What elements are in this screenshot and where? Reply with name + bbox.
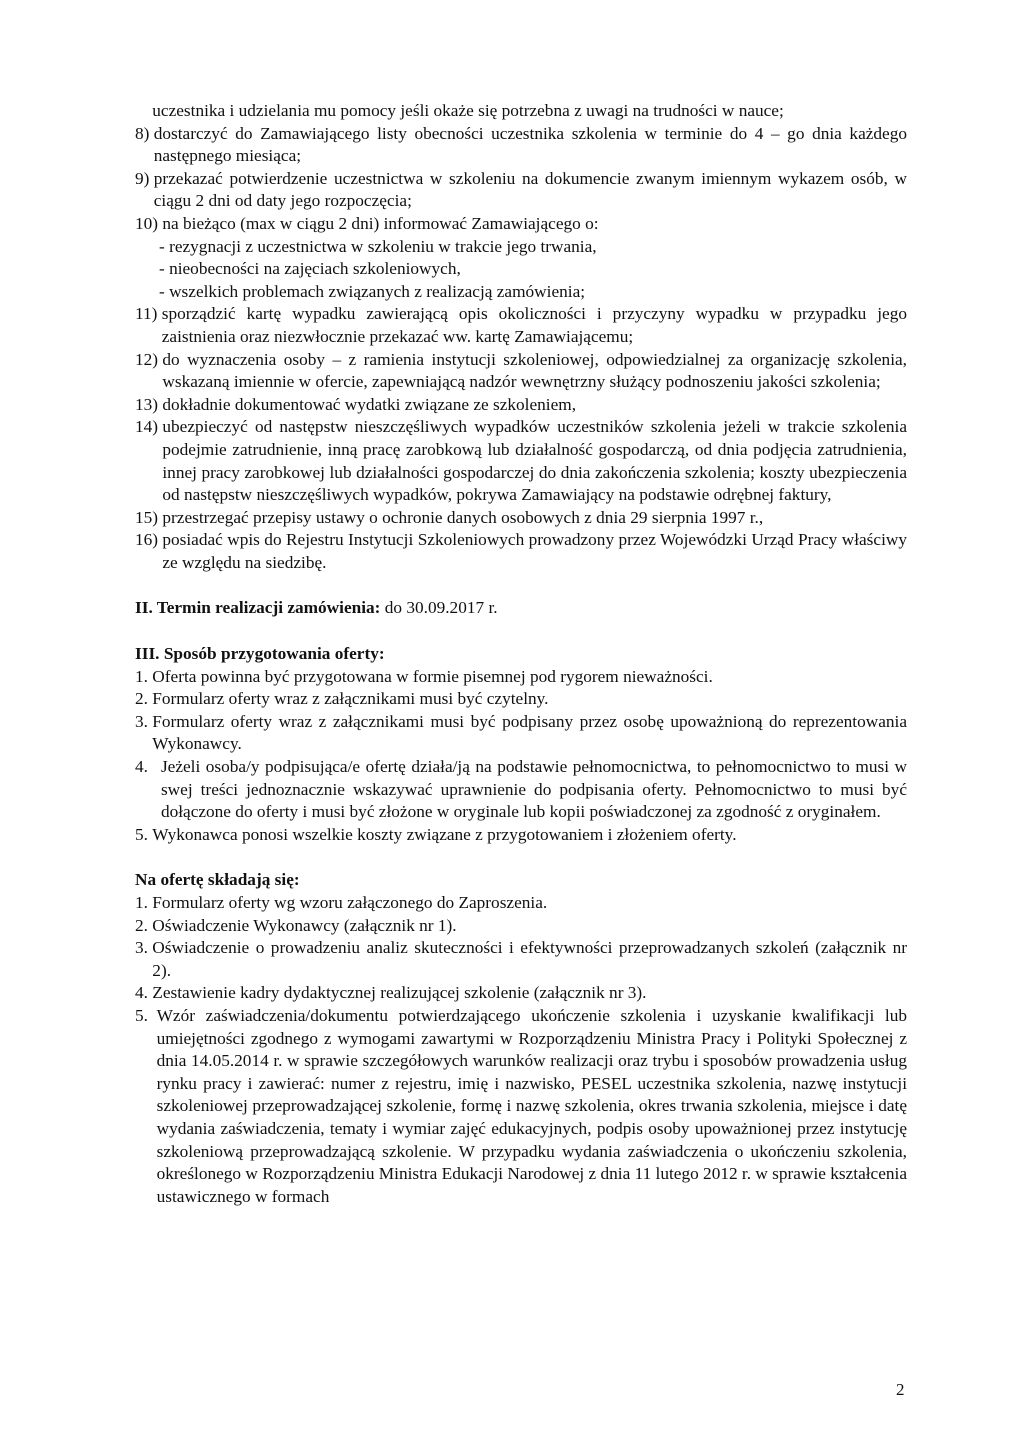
item-number: 2. [135, 689, 148, 709]
item-text: na bieżąco (max w ciągu 2 dni) informować Zamawiającego o: [162, 213, 599, 233]
offer-component-item [135, 915, 907, 938]
item-number: 5. [135, 824, 148, 844]
obligation-item-12 [135, 349, 907, 394]
item-text: do wyznaczenia osoby – z ramienia instytucji szkoleniowej, odpowiedzialnej za organizację szkolenia, wskazaną imiennie w ofercie, zapewniającą nadzór wewnętrzny służący podnoszeniu jakości szkolenia; [162, 349, 907, 392]
item-number: 3. [135, 711, 148, 731]
section-3-heading: III. Sposób przygotowania oferty: [135, 644, 385, 664]
item-number: 9) [135, 168, 150, 188]
offer-prep-item [135, 666, 907, 689]
item-text: sporządzić kartę wypadku zawierającą opis okoliczności i przyczyny wypadku w przypadku jego zaistnienia oraz niezwłocznie przekazać ww. kartę Zamawiającemu; [161, 304, 907, 346]
item-text: Jeżeli osoba/y podpisująca/e ofertę działa/ją na podstawie pełnomocnictwa, to pełnomocnictwo to musi w swej treści jednoznacznie wskazywać uprawnienie do podpisania oferty. Pełnomocnictwo to musi być dołączone do oferty i musi być złożone w oryginale lub kopii poświadczonej za zgodność z oryginałem. [160, 757, 907, 822]
item-number: 1. [135, 666, 148, 686]
item-text: przekazać potwierdzenie uczestnictwa w szkoleniu na dokumencie zwanym imiennym wykazem osób, w ciągu 2 dni od daty jego rozpoczęcia; [153, 168, 907, 211]
inform-sub-item: - rezygnacji z uczestnictwa w szkoleniu w trakcie jego trwania, [159, 236, 597, 256]
item-text: Oświadczenie o prowadzeniu analiz skuteczności i efektywności przeprowadzanych szkoleń (załącznik nr 2). [152, 938, 907, 980]
obligation-item-11 [135, 303, 907, 348]
item-text: Zestawienie kadry dydaktycznej realizującej szkolenie (załącznik nr 3). [152, 983, 647, 1003]
item-number: 13) [135, 394, 159, 414]
page-number: 2 [896, 1380, 905, 1399]
section-heading-value: do 30.09.2017 r. [384, 598, 498, 618]
intro-text: uczestnika i udzielania mu pomocy jeśli okaże się potrzebna z uwagi na trudności w nauce; [152, 101, 784, 120]
item-number: 4. [135, 757, 148, 777]
offer-component-item [135, 892, 907, 915]
item-number: 11) [135, 304, 158, 324]
inform-sub-item: - nieobecności na zajęciach szkoleniowych, [159, 259, 461, 279]
item-number: 14) [135, 417, 159, 437]
item-text: Oferta powinna być przygotowana w formie pisemnej pod rygorem nieważności. [152, 666, 713, 686]
obligation-item-8 [135, 123, 907, 168]
item-text: Wykonawca ponosi wszelkie koszty związane z przygotowaniem i złożeniem oferty. [152, 824, 737, 844]
item-number: 5. [135, 1005, 148, 1025]
offer-component-item [135, 1005, 907, 1208]
item-text: Formularz oferty wraz z załącznikami musi być czytelny. [152, 689, 549, 709]
item-text: przestrzegać przepisy ustawy o ochronie danych osobowych z dnia 29 sierpnia 1997 r., [162, 507, 764, 527]
item-text: Formularz oferty wg wzoru załączonego do Zaproszenia. [152, 893, 548, 912]
obligation-item-16 [135, 529, 907, 574]
offer-component-item [135, 937, 907, 982]
offer-component-item [135, 982, 907, 1005]
section-2-heading [135, 597, 907, 620]
item-number: 3. [135, 938, 148, 958]
item-number: 4. [135, 983, 148, 1003]
item-number: 8) [135, 123, 150, 143]
inform-sub-item: - wszelkich problemach związanych z realizacją zamówienia; [159, 281, 586, 301]
item-number: 16) [135, 530, 159, 550]
offer-prep-item [135, 824, 907, 847]
section-heading-label: II. Termin realizacji zamówienia: [135, 598, 381, 618]
item-number: 15) [135, 507, 159, 527]
item-text: ubezpieczyć od następstw nieszczęśliwych wypadków uczestników szkolenia jeżeli w trakcie szkolenia podejmie zatrudnienie, inną pracę zarobkową lub działalność gospodarczą, od dnia podjęcia zatrudnienia, innej pracy zarobkowej lub działalności gospodarczej do dnia zakończenia szkolenia; koszty ubezpieczenia od następstw nieszczęśliwych wypadków, pokrywa Zamawiający na podstawie odrębnej faktury, [162, 417, 907, 505]
continued-item [135, 100, 907, 123]
obligation-item-13 [135, 394, 907, 417]
obligation-item-9 [135, 168, 907, 213]
obligation-item-10 [135, 213, 907, 236]
document-page [135, 100, 907, 1208]
offer-prep-item [135, 688, 907, 711]
item-number: 1. [135, 893, 148, 912]
section-4-heading: Na ofertę składają się: [135, 870, 300, 890]
item-number: 10) [135, 213, 159, 233]
item-text: Formularz oferty wraz z załącznikami musi być podpisany przez osobę upoważnioną do reprezentowania Wykonawcy. [152, 711, 907, 754]
item-text: posiadać wpis do Rejestru Instytucji Szkoleniowych prowadzony przez Wojewódzki Urząd Pracy właściwy ze względu na siedzibę. [162, 530, 907, 572]
obligation-item-15 [135, 507, 907, 530]
item-text: Wzór zaświadczenia/dokumentu potwierdzającego ukończenie szkolenia i uzyskanie kwalifikacji lub umiejętności zgodnego z wymogami zawartymi w Rozporządzeniu Ministra Pracy i Polityki Społecznej z dnia 14.05.2014 r. w sprawie szczegółowych warunków realizacji oraz trybu i sposobów prowadzenia usług rynku pracy i zawierać: numer z rejestru, imię i nazwisko, PESEL uczestnika szkolenia, nazwę instytucji szkoleniowej przeprowadzającej szkolenie, formę i nazwę szkolenia, okres trwania szkolenia, miejsce i datę wydania zaświadczenia, tematy i wymiar zajęć edukacyjnych, podpis osoby upoważnionej przez instytucję szkoleniową przeprowadzającą szkolenie. W przypadku wydania zaświadczenia o ukończeniu szkolenia, określonego w Rozporządzeniu Ministra Edukacji Narodowej z dnia 11 lutego 2012 r. w sprawie kształcenia ustawicznego w formach [156, 1005, 908, 1206]
offer-prep-item [135, 711, 907, 756]
item-text: dokładnie dokumentować wydatki związane ze szkoleniem, [162, 394, 577, 414]
item-number: 2. [135, 915, 148, 935]
offer-prep-item [135, 756, 907, 824]
item-text: Oświadczenie Wykonawcy (załącznik nr 1). [152, 915, 457, 935]
item-number: 12) [135, 349, 159, 369]
obligation-item-14 [135, 416, 907, 506]
item-text: dostarczyć do Zamawiającego listy obecności uczestnika szkolenia w terminie do 4 – go dnia każdego następnego miesiąca; [153, 123, 907, 166]
